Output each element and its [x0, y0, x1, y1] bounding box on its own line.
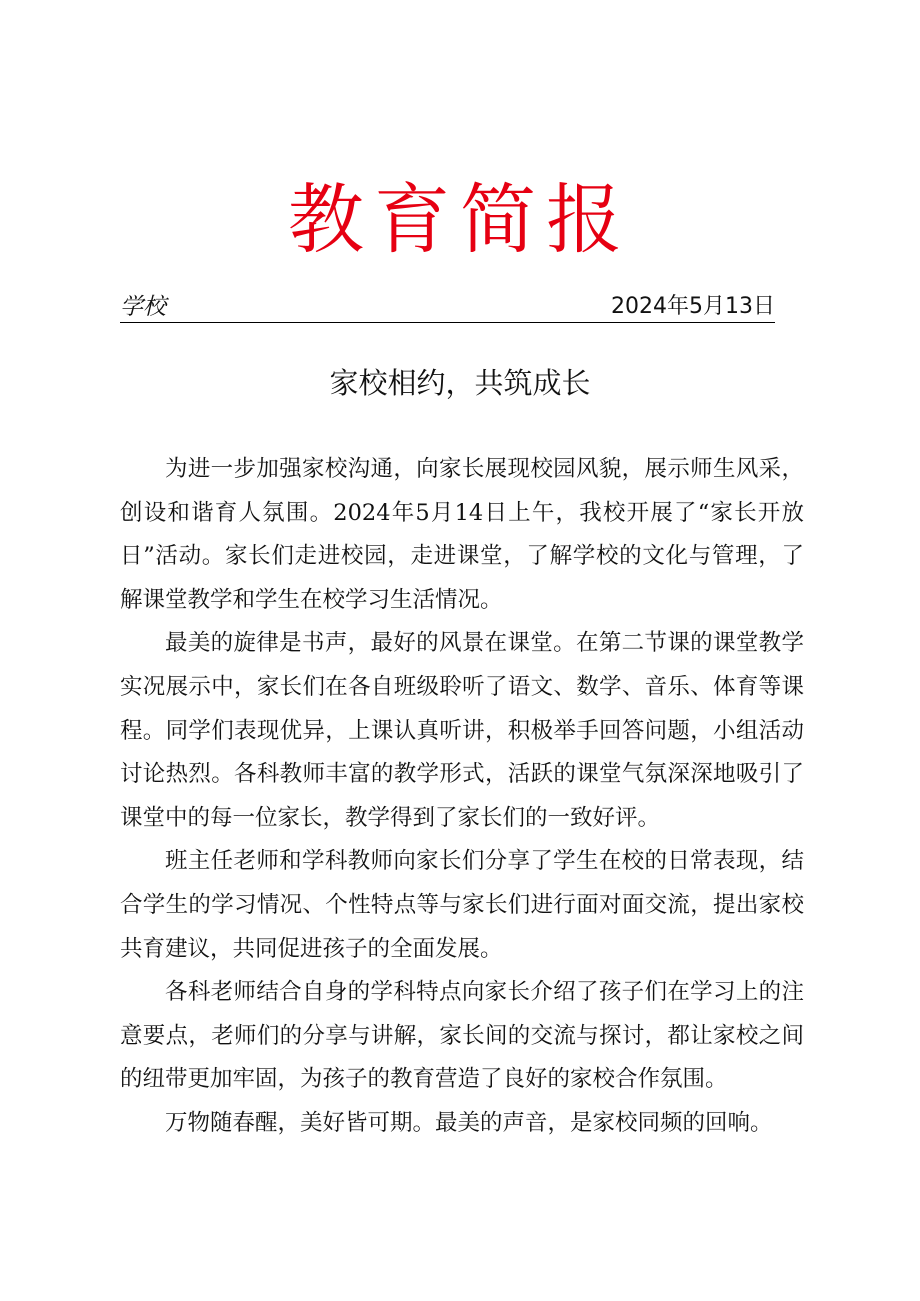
school-label: 学校	[120, 294, 166, 320]
paragraph-classroom: 最美的旋律是书声，最好的风景在课堂。在第二节课的课堂教学实况展示中，家长们在各自班级聆听了语文、数学、音乐、体育等课程。同学们表现优异，上课认真听讲，积极举手回答问题，小组活动讨论热烈。各科教师丰富的教学形式，活跃的课堂气氛深深地吸引了课堂中的每一位家长，教学得到了家长们的一致好评。	[120, 630, 804, 831]
paragraph-intro: 为进一步加强家校沟通，向家长展现校园风貌，展示师生风采，创设和谐育人氛围。2024年5月14日上午，我校开展了“家长开放日”活动。家长们走进校园，走进课堂，了解学校的文化与管理，了解课堂教学和学生在校学习生活情况。	[120, 456, 804, 613]
paragraph-subjects: 各科老师结合自身的学科特点向家长介绍了孩子们在学习上的注意要点，老师们的分享与讲解，家长间的交流与探讨，都让家校之间的纽带更加牢固，为孩子的教育营造了良好的家校合作氛围。	[120, 979, 804, 1093]
paragraph-teachers: 班主任老师和学科教师向家长们分享了学生在校的日常表现，结合学生的学习情况、个性特点等与家长们进行面对面交流，提出家校共育建议，共同促进孩子的全面发展。	[120, 848, 804, 962]
paragraph-closing: 万物随春醒，美好皆可期。最美的声音，是家校同频的回响。	[165, 1109, 773, 1136]
meta-line	[120, 292, 775, 323]
issue-date: 2024年5月13日	[611, 294, 775, 319]
article-body	[120, 448, 804, 1146]
masthead-title: 教育简报	[288, 175, 632, 264]
article-title: 家校相约，共筑成长	[329, 366, 591, 400]
